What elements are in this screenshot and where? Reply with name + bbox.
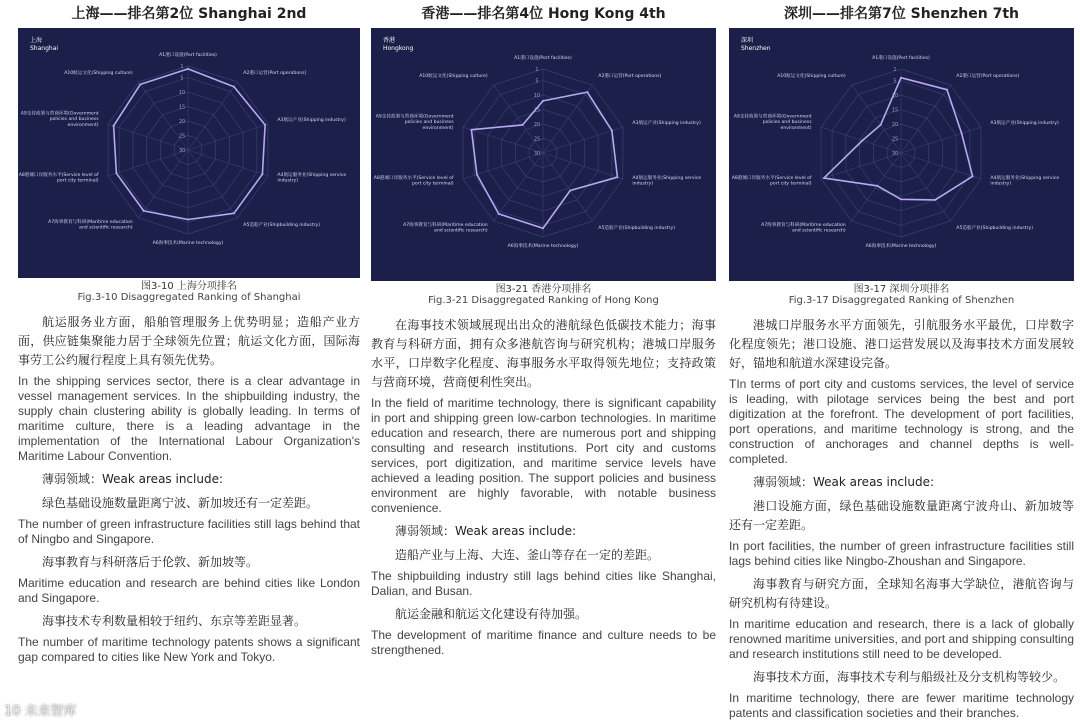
caption-en: Fig.3-21 Disaggregated Ranking of Hong Kong	[428, 295, 659, 306]
data-point	[542, 227, 544, 229]
column-hongkong	[371, 0, 716, 723]
panel-city-en: Shenzhen	[741, 45, 771, 52]
panel-city-en: Shanghai	[30, 45, 59, 52]
data-point	[880, 124, 882, 126]
axis-label: A5造船产业(Shipbuilding industry)	[598, 226, 676, 231]
data-point	[946, 89, 948, 91]
para-en: In maritime technology, there are fewer maritime technology patents and classification societies and their branches.	[729, 691, 1074, 720]
axis-label: A6海事技术(Marine technology)	[507, 244, 579, 249]
para-en: Maritime education and research are behind cities like London and Singapore.	[18, 576, 360, 605]
para-en: In maritime education and research, there is a lack of globally renowned maritime universities, and port and shipping consulting and research institutions still need to be developed.	[729, 617, 1074, 661]
radar-panel-shenzhen	[729, 28, 1074, 281]
weak-heading: 薄弱领域：Weak areas include:	[42, 472, 224, 486]
data-point	[876, 185, 878, 187]
para-en: TIn terms of port city and customs services, the level of service is leading, with pilotage services being the best and port digitization at the forefront. The development of port facilities, port operations, and maritime technology is strong, and the construction of anchorages and channel depths is well-completed.	[729, 377, 1074, 466]
data-point	[187, 68, 189, 70]
data-point	[233, 212, 235, 214]
axis-spoke	[139, 150, 188, 218]
axis-spoke	[188, 124, 268, 150]
tick-label: 30	[891, 151, 899, 157]
caption-en: Fig.3-17 Disaggregated Ranking of Shenzhen	[788, 295, 1015, 306]
tick-label: 30	[178, 148, 186, 154]
axis-label: A6海事技术(Marine technology)	[152, 241, 224, 246]
axis-label: A1港口设施(Port facilities)	[159, 53, 217, 58]
tick-label: 1	[893, 67, 897, 73]
panel-city-zh: 上海	[30, 37, 43, 44]
axis-label: A9支持政策与营商环境(Government policies and business environment)	[375, 114, 454, 131]
tick-label: 1	[535, 67, 539, 73]
chart-title-shenzhen: 深圳——排名第7位 Shenzhen 7th	[784, 6, 1019, 22]
data-point	[261, 173, 263, 175]
tick-label: 20	[533, 122, 541, 128]
axis-label: A9支持政策与营商环境(Government policies and business environment)	[20, 111, 99, 128]
tick-label: 20	[891, 122, 899, 128]
axis-label: A5造船产业(Shipbuilding industry)	[956, 226, 1034, 231]
data-point	[616, 176, 618, 178]
axis-spoke	[543, 153, 623, 179]
axis-label: A4航运服务业(Shipping service industry)	[632, 175, 702, 187]
tick-label: 15	[178, 104, 186, 111]
data-series-line	[114, 69, 266, 220]
watermark: 10 未来智库	[4, 704, 77, 719]
weak-heading: 薄弱领域：Weak areas include:	[395, 524, 577, 538]
axis-label: A10航运文化(Shipping culture)	[777, 74, 846, 79]
panel-city-en: Hongkong	[383, 45, 414, 52]
axis-spoke	[901, 127, 981, 153]
data-point	[139, 83, 141, 85]
column-shenzhen	[729, 0, 1074, 723]
tick-label: 25	[533, 136, 541, 143]
radar-chart-shenzhen	[729, 28, 1074, 281]
axis-spoke	[543, 127, 623, 153]
axis-spoke	[188, 150, 237, 218]
data-point	[586, 91, 588, 93]
tick-label: 20	[178, 119, 186, 125]
para-en: In the field of maritime technology, there is significant capability in port and shipping green low-carbon technologies. In maritime education and research, there are numerous port and shipping consulting and research institutions. Port city and customs services, port digitization, and maritime service levels have achieved a leading position. The support policies and business environment are highly favorable, with notable business convenience.	[371, 396, 716, 515]
data-point	[143, 210, 145, 212]
axis-label: A8港城口岸服务水平(Service level of port city terminal)	[373, 175, 454, 187]
para-en: The shipbuilding industry still lags behind cities like Shanghai, Dalian, and Busan.	[371, 569, 716, 598]
para-en: The number of maritime technology patents shows a significant gap compared to cities like New York and Tokyo.	[18, 635, 360, 664]
tick-label: 25	[178, 133, 186, 140]
tick-label: 15	[891, 107, 899, 114]
axis-label: A3航运产业(Shipping industry)	[632, 121, 701, 126]
axis-spoke	[188, 82, 237, 150]
axis-spoke	[901, 153, 981, 179]
axis-spoke	[188, 150, 268, 176]
tick-label: 5	[535, 78, 539, 85]
radar-chart-hongkong	[371, 28, 716, 281]
chart-title-shanghai: 上海——排名第2位 Shanghai 2nd	[71, 6, 307, 22]
axis-label: A4航运服务业(Shipping service industry)	[277, 172, 347, 184]
tick-label: 10	[891, 93, 899, 100]
axis-label: A3航运产业(Shipping industry)	[990, 121, 1059, 126]
caption-zh: 图3-21 香港分项排名	[495, 284, 592, 295]
caption-en: Fig.3-10 Disaggregated Ranking of Shanghai	[77, 292, 301, 303]
axis-spoke	[108, 124, 188, 150]
tick-label: 5	[893, 78, 897, 85]
para-zh: 海事教育与研究方面，全球知名海事大学缺位，港航咨询与研究机构有待建设。	[729, 577, 1074, 610]
axis-label: A2港口运营(Port operations)	[598, 74, 662, 79]
radar-chart-shanghai	[18, 28, 358, 278]
column-shanghai	[18, 0, 360, 723]
axis-spoke	[821, 127, 901, 153]
para-zh: 航运金融和航运文化建设有待加强。	[395, 607, 588, 621]
radar-panel-shanghai	[18, 28, 360, 278]
data-point	[264, 124, 266, 126]
data-point	[522, 124, 524, 126]
axis-label: A7海事教育与科研(Maritime education and scientific research)	[403, 222, 488, 234]
axis-label: A10航运文化(Shipping culture)	[64, 71, 133, 76]
data-point	[900, 77, 902, 79]
data-point	[542, 100, 544, 102]
para-en: In the shipping services sector, there is a clear advantage in vessel management services. In the shipbuilding industry, the supply chain clustering ability is globally leading. In terms of maritime culture, there is a leading advantage in the implementation of the International Labour Organization's Maritime Labour Convention.	[18, 374, 360, 463]
caption-zh: 图3-10 上海分项排名	[141, 281, 237, 292]
data-point	[972, 175, 974, 177]
tick-label: 15	[533, 107, 541, 114]
para-zh: 绿色基础设施数量距离宁波、新加坡还有一定差距。	[42, 496, 319, 510]
data-point	[934, 199, 936, 201]
tick-label: 30	[533, 151, 541, 157]
para-zh: 海事教育与科研落后于伦敦、新加坡等。	[42, 555, 259, 569]
para-zh: 港城口岸服务水平方面领先，引航服务水平最优，口岸数字化程度领先；港口设施、港口运营发展以及海事技术方面发展较好，锚地和航道水深建设完备。	[729, 318, 1074, 370]
para-zh: 海事技术方面，海事技术专利与船级社及分支机构等较少。	[753, 670, 1066, 684]
data-point	[476, 174, 478, 176]
axis-spoke	[901, 153, 950, 221]
axis-label: A1港口设施(Port facilities)	[514, 56, 572, 61]
data-point	[470, 129, 472, 131]
data-point	[900, 198, 902, 200]
data-point	[187, 219, 189, 221]
para-en: The number of green infrastructure facilities still lags behind that of Ningbo and Singapore.	[18, 517, 360, 546]
weak-heading: 薄弱领域：Weak areas include:	[753, 475, 935, 489]
para-en: In port facilities, the number of green infrastructure facilities still lags behind cities like Ningbo-Zhoushan and Singapore.	[729, 539, 1074, 568]
panel-city-zh: 深圳	[741, 37, 754, 44]
para-zh: 海事技术专利数量相较于纽约、东京等差距显著。	[42, 614, 307, 628]
axis-label: A2港口运营(Port operations)	[243, 71, 307, 76]
axis-label: A9支持政策与营商环境(Government policies and business environment)	[733, 114, 812, 131]
para-zh: 在海事技术领域展现出出众的港航绿色低碳技术能力；海事教育与科研方面，拥有众多港航咨询与研究机构；港城口岸服务水平，口岸数字化程度、海事服务水平取得领先地位；支持政策与营商环境，营商便利性突出。	[371, 318, 716, 389]
para-zh: 航运服务业方面，船舶管理服务上优势明显；造船产业方面，供应链集聚能力居于全球领先位置；航运文化方面，国际海事劳工公约履行程度上具有领先优势。	[18, 315, 360, 367]
axis-spoke	[108, 150, 188, 176]
para-zh: 造船产业与上海、大连、釜山等存在一定的差距。	[395, 548, 660, 562]
data-point	[611, 130, 613, 132]
axis-label: A7海事教育与科研(Maritime education and scientific research)	[761, 222, 846, 234]
data-point	[233, 86, 235, 88]
axis-label: A7海事教育与科研(Maritime education and scientific research)	[48, 219, 133, 231]
axis-label: A5造船产业(Shipbuilding industry)	[243, 223, 321, 228]
axis-label: A10航运文化(Shipping culture)	[419, 74, 488, 79]
para-zh: 港口设施方面，绿色基础设施数量距离宁波舟山、新加坡等还有一定差距。	[729, 499, 1074, 532]
data-series-line	[471, 92, 617, 228]
axis-label: A3航运产业(Shipping industry)	[277, 118, 346, 123]
data-point	[861, 140, 863, 142]
axis-label: A6海事技术(Marine technology)	[865, 244, 937, 249]
tick-label: 25	[891, 136, 899, 143]
tick-label: 10	[533, 93, 541, 100]
axis-spoke	[901, 85, 950, 153]
axis-spoke	[494, 153, 543, 221]
data-point	[498, 213, 500, 215]
axis-spoke	[821, 153, 901, 179]
para-en: The development of maritime finance and culture needs to be strengthened.	[371, 628, 716, 657]
data-point	[115, 172, 117, 174]
axis-label: A4航运服务业(Shipping service industry)	[990, 175, 1060, 187]
data-point	[113, 125, 115, 127]
radar-panel-hongkong	[371, 28, 716, 281]
data-point	[823, 177, 825, 179]
axis-label: A8港城口岸服务水平(Service level of port city terminal)	[18, 172, 99, 184]
axis-spoke	[463, 127, 543, 153]
chart-title-hongkong: 香港——排名第4位 Hong Kong 4th	[421, 6, 666, 22]
data-point	[569, 190, 571, 192]
axis-label: A8港城口岸服务水平(Service level of port city terminal)	[731, 175, 812, 187]
axis-label: A1港口设施(Port facilities)	[872, 56, 930, 61]
tick-label: 1	[180, 64, 184, 70]
axis-spoke	[852, 153, 901, 221]
tick-label: 5	[180, 75, 184, 82]
tick-label: 10	[178, 90, 186, 97]
panel-city-zh: 香港	[383, 37, 396, 44]
caption-zh: 图3-17 深圳分项排名	[853, 284, 950, 295]
axis-label: A2港口运营(Port operations)	[956, 74, 1020, 79]
data-point	[961, 132, 963, 134]
